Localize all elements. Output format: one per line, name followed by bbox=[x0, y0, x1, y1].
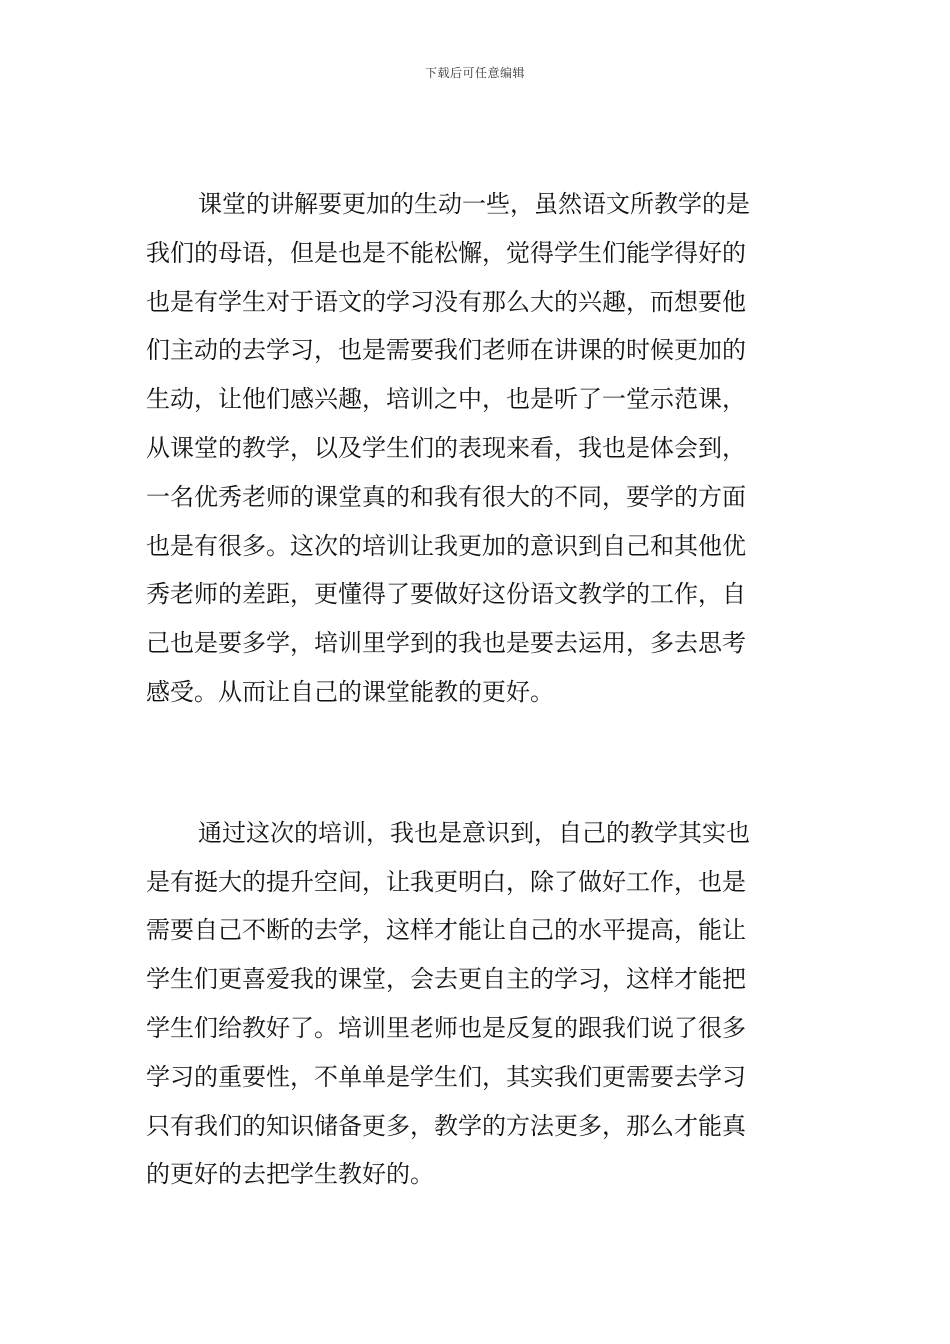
paragraph-2 bbox=[146, 809, 814, 1199]
page-header-note: 下载后可任意编辑 bbox=[424, 66, 525, 80]
text-line: 学习的重要性，不单单是学生们，其实我们更需要去学习 bbox=[146, 1062, 746, 1091]
text-line: 我们的母语，但是也是不能松懈，觉得学生们能学得好的 bbox=[146, 238, 746, 267]
text-line: 学生们更喜爱我的课堂，会去更自主的学习，这样才能把 bbox=[146, 965, 746, 994]
document-body bbox=[146, 180, 814, 1199]
text-line: 也是有学生对于语文的学习没有那么大的兴趣，而想要他 bbox=[146, 287, 746, 316]
text-line: 是有挺大的提升空间，让我更明白，除了做好工作，也是 bbox=[146, 867, 746, 896]
text-line: 们主动的去学习，也是需要我们老师在讲课的时候更加的 bbox=[146, 336, 746, 365]
text-line: 己也是要多学，培训里学到的我也是要去运用，多去思考 bbox=[146, 629, 746, 658]
text-line: 学生们给教好了。培训里老师也是反复的跟我们说了很多 bbox=[146, 1013, 746, 1042]
text-line: 也是有很多。这次的培训让我更加的意识到自己和其他优 bbox=[146, 531, 746, 560]
paragraph-spacer bbox=[146, 717, 814, 809]
text-line: 课堂的讲解要更加的生动一些，虽然语文所教学的是 bbox=[198, 190, 750, 218]
text-line: 感受。从而让自己的课堂能教的更好。 bbox=[146, 677, 554, 706]
paragraph-1 bbox=[146, 180, 814, 717]
text-line: 生动，让他们感兴趣，培训之中，也是听了一堂示范课， bbox=[146, 385, 746, 414]
text-line: 一名优秀老师的课堂真的和我有很大的不同，要学的方面 bbox=[146, 482, 746, 511]
text-line: 从课堂的教学，以及学生们的表现来看，我也是体会到， bbox=[146, 433, 746, 462]
text-line: 的更好的去把学生教好的。 bbox=[146, 1160, 434, 1189]
text-line: 需要自己不断的去学，这样才能让自己的水平提高，能让 bbox=[146, 916, 746, 945]
text-line: 只有我们的知识储备更多，教学的方法更多，那么才能真 bbox=[146, 1111, 746, 1140]
text-line: 秀老师的差距，更懂得了要做好这份语文教学的工作，自 bbox=[146, 580, 746, 609]
text-line: 通过这次的培训，我也是意识到，自己的教学其实也 bbox=[198, 818, 750, 847]
